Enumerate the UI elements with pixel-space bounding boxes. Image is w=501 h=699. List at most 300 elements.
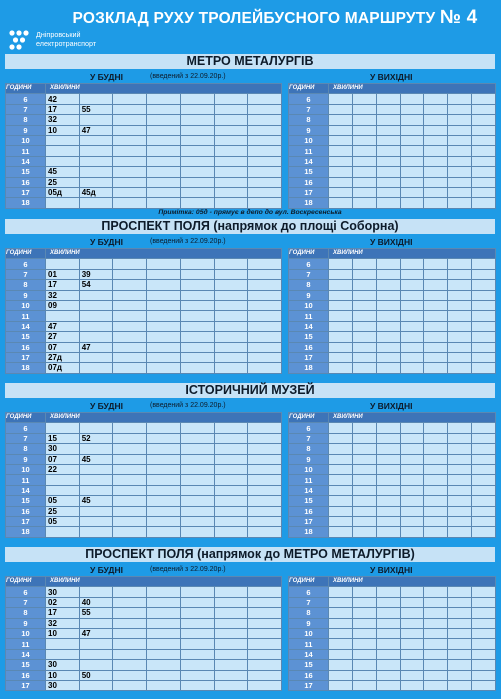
- minute-cell: [448, 496, 472, 506]
- hour-cell: 8: [6, 115, 46, 125]
- title-text: РОЗКЛАД РУХУ ТРОЛЕЙБУСНОГО МАРШРУТУ: [72, 10, 436, 27]
- minute-cell: [113, 485, 147, 495]
- table-header-row: [6, 84, 282, 94]
- minute-cell: [214, 618, 248, 628]
- minute-cell: [400, 321, 424, 331]
- hour-cell: 15: [289, 496, 329, 506]
- minute-cell: [214, 444, 248, 454]
- hour-cell: 6: [289, 94, 329, 104]
- minute-cell: [352, 321, 376, 331]
- table-row: [6, 454, 282, 464]
- hour-cell: 10: [289, 628, 329, 638]
- minute-cell: [376, 433, 400, 443]
- minute-cell: [214, 352, 248, 362]
- table-row: [289, 670, 496, 680]
- hours-header: ГОДИНИ: [6, 84, 46, 94]
- minute-cell: 10: [46, 125, 80, 135]
- minute-cell: [448, 608, 472, 618]
- logo-line-2: електротранспорт: [36, 38, 97, 48]
- minute-cell: 01: [46, 269, 80, 279]
- minute-cell: [147, 608, 181, 618]
- minute-cell: [400, 115, 424, 125]
- minute-cell: [248, 290, 282, 300]
- hour-cell: 10: [6, 135, 46, 145]
- minute-cell: [147, 454, 181, 464]
- hour-cell: 14: [289, 321, 329, 331]
- minute-cell: [180, 311, 214, 321]
- hour-cell: 9: [289, 454, 329, 464]
- minute-cell: [472, 608, 496, 618]
- minute-cell: [329, 444, 353, 454]
- minute-cell: [214, 332, 248, 342]
- minute-cell: [180, 475, 214, 485]
- hour-cell: 8: [6, 280, 46, 290]
- minute-cell: [180, 660, 214, 670]
- minute-cell: [329, 321, 353, 331]
- minute-cell: [147, 300, 181, 310]
- table-row: [289, 280, 496, 290]
- minute-cell: [400, 496, 424, 506]
- minute-cell: [448, 423, 472, 433]
- minute-cell: [180, 587, 214, 597]
- table-row: [289, 125, 496, 135]
- minute-cell: [448, 104, 472, 114]
- hours-header: ГОДИНИ: [289, 577, 329, 587]
- hour-cell: 8: [289, 280, 329, 290]
- minute-cell: [79, 527, 113, 537]
- minute-cell: [147, 115, 181, 125]
- minute-cell: [214, 135, 248, 145]
- minute-cell: [180, 444, 214, 454]
- hour-cell: 17: [289, 680, 329, 690]
- table-row: [6, 597, 282, 607]
- minute-cell: [214, 115, 248, 125]
- minute-cell: [472, 104, 496, 114]
- hour-cell: 6: [289, 587, 329, 597]
- minute-cell: [400, 527, 424, 537]
- minute-cell: [400, 454, 424, 464]
- minute-cell: [113, 639, 147, 649]
- minute-cell: [113, 115, 147, 125]
- table-header-row: [289, 249, 496, 259]
- stop-title: ПРОСПЕКТ ПОЛЯ (напрямок до площі Соборна): [5, 219, 495, 234]
- minute-cell: [46, 259, 80, 269]
- minute-cell: [180, 464, 214, 474]
- table-row: [289, 618, 496, 628]
- minute-cell: [424, 198, 448, 208]
- minute-cell: [329, 135, 353, 145]
- minute-cell: [46, 527, 80, 537]
- minute-cell: [472, 680, 496, 690]
- minute-cell: [376, 135, 400, 145]
- minute-cell: [376, 115, 400, 125]
- minute-cell: [79, 680, 113, 690]
- minutes-header: ХВИЛИНИ: [329, 84, 496, 94]
- weekday-table: [5, 576, 282, 691]
- minute-cell: [214, 167, 248, 177]
- minute-cell: [248, 444, 282, 454]
- minute-cell: [248, 649, 282, 659]
- hour-cell: 6: [6, 94, 46, 104]
- minute-cell: [352, 496, 376, 506]
- minute-cell: [180, 198, 214, 208]
- minute-cell: [424, 332, 448, 342]
- table-row: [6, 300, 282, 310]
- table-row: [289, 156, 496, 166]
- minute-cell: [180, 332, 214, 342]
- minute-cell: [46, 135, 80, 145]
- minute-cell: [248, 628, 282, 638]
- minute-cell: [376, 187, 400, 197]
- minute-cell: [46, 639, 80, 649]
- minute-cell: 07: [46, 342, 80, 352]
- table-row: [6, 321, 282, 331]
- minute-cell: [214, 454, 248, 464]
- minute-cell: [113, 125, 147, 135]
- table-row: [289, 259, 496, 269]
- minute-cell: [147, 660, 181, 670]
- minute-cell: [472, 115, 496, 125]
- hour-cell: 16: [289, 670, 329, 680]
- minute-cell: [147, 167, 181, 177]
- hour-cell: 9: [6, 125, 46, 135]
- minute-cell: [472, 597, 496, 607]
- minute-cell: [376, 104, 400, 114]
- hour-cell: 15: [6, 496, 46, 506]
- minute-cell: 52: [79, 433, 113, 443]
- minute-cell: [400, 198, 424, 208]
- minute-cell: [400, 587, 424, 597]
- minute-cell: 55: [79, 608, 113, 618]
- minute-cell: [248, 670, 282, 680]
- minute-cell: [214, 280, 248, 290]
- table-row: [289, 363, 496, 373]
- table-row: [6, 444, 282, 454]
- table-header-row: [289, 413, 496, 423]
- table-row: [289, 332, 496, 342]
- minute-cell: [113, 311, 147, 321]
- table-row: [289, 485, 496, 495]
- hour-cell: 17: [289, 187, 329, 197]
- minute-cell: [329, 177, 353, 187]
- minute-cell: [147, 506, 181, 516]
- minute-cell: [79, 177, 113, 187]
- minute-cell: [180, 597, 214, 607]
- minute-cell: [376, 475, 400, 485]
- minute-cell: [400, 363, 424, 373]
- minute-cell: [329, 660, 353, 670]
- minute-cell: [424, 125, 448, 135]
- minute-cell: [424, 496, 448, 506]
- hour-cell: 14: [6, 321, 46, 331]
- minute-cell: [424, 464, 448, 474]
- minute-cell: [352, 167, 376, 177]
- minute-cell: [214, 433, 248, 443]
- minute-cell: [400, 135, 424, 145]
- minute-cell: [400, 660, 424, 670]
- minute-cell: [400, 485, 424, 495]
- minute-cell: [352, 332, 376, 342]
- minute-cell: [248, 156, 282, 166]
- minute-cell: [400, 300, 424, 310]
- hour-cell: 9: [6, 618, 46, 628]
- table-row: [6, 660, 282, 670]
- minute-cell: [180, 187, 214, 197]
- minute-cell: [113, 475, 147, 485]
- minute-cell: [352, 618, 376, 628]
- minute-cell: [113, 187, 147, 197]
- table-row: [6, 496, 282, 506]
- minute-cell: [352, 352, 376, 362]
- minute-cell: [424, 352, 448, 362]
- minute-cell: [329, 680, 353, 690]
- minute-cell: 09: [46, 300, 80, 310]
- minute-cell: [400, 423, 424, 433]
- minute-cell: [214, 639, 248, 649]
- minute-cell: [448, 527, 472, 537]
- minute-cell: [248, 423, 282, 433]
- minute-cell: [329, 311, 353, 321]
- hour-cell: 10: [6, 300, 46, 310]
- minute-cell: [46, 156, 80, 166]
- minute-cell: [329, 464, 353, 474]
- minute-cell: [424, 94, 448, 104]
- minute-cell: [400, 597, 424, 607]
- minute-cell: [180, 104, 214, 114]
- minute-cell: [329, 454, 353, 464]
- minute-cell: 32: [46, 290, 80, 300]
- minute-cell: [424, 321, 448, 331]
- table-row: [289, 464, 496, 474]
- minute-cell: [214, 363, 248, 373]
- minute-cell: 27д: [46, 352, 80, 362]
- table-row: [6, 527, 282, 537]
- minute-cell: [214, 177, 248, 187]
- hour-cell: 11: [289, 146, 329, 156]
- table-row: [289, 649, 496, 659]
- minute-cell: [214, 321, 248, 331]
- minute-cell: 22: [46, 464, 80, 474]
- hour-cell: 16: [289, 342, 329, 352]
- minute-cell: [472, 300, 496, 310]
- minute-cell: [352, 115, 376, 125]
- minute-cell: [79, 660, 113, 670]
- hours-header: ГОДИНИ: [289, 249, 329, 259]
- minute-cell: 17: [46, 280, 80, 290]
- minute-cell: [352, 342, 376, 352]
- minute-cell: [147, 332, 181, 342]
- minute-cell: [376, 259, 400, 269]
- minute-cell: [448, 280, 472, 290]
- minute-cell: [214, 628, 248, 638]
- minute-cell: [472, 342, 496, 352]
- minute-cell: [180, 618, 214, 628]
- hour-cell: 14: [289, 156, 329, 166]
- minute-cell: [448, 115, 472, 125]
- minute-cell: [248, 618, 282, 628]
- minute-cell: [376, 311, 400, 321]
- table-row: [289, 115, 496, 125]
- hour-cell: 7: [6, 104, 46, 114]
- minute-cell: [424, 156, 448, 166]
- minute-cell: 45: [46, 167, 80, 177]
- minute-cell: 39: [79, 269, 113, 279]
- hour-cell: 11: [289, 475, 329, 485]
- minute-cell: [352, 290, 376, 300]
- table-row: [6, 135, 282, 145]
- minute-cell: [214, 423, 248, 433]
- minute-cell: [329, 104, 353, 114]
- hour-cell: 8: [289, 608, 329, 618]
- table-row: [6, 363, 282, 373]
- table-row: [6, 506, 282, 516]
- minute-cell: [248, 115, 282, 125]
- hour-cell: 15: [6, 660, 46, 670]
- minute-cell: [376, 444, 400, 454]
- minute-cell: [472, 485, 496, 495]
- minute-cell: [180, 280, 214, 290]
- minute-cell: [352, 485, 376, 495]
- minute-cell: [352, 363, 376, 373]
- minute-cell: [472, 587, 496, 597]
- minute-cell: [79, 506, 113, 516]
- minute-cell: [248, 433, 282, 443]
- minute-cell: [424, 115, 448, 125]
- minute-cell: [113, 597, 147, 607]
- minute-cell: [400, 618, 424, 628]
- minute-cell: [376, 464, 400, 474]
- hour-cell: 14: [289, 485, 329, 495]
- minute-cell: [180, 94, 214, 104]
- minute-cell: [147, 628, 181, 638]
- minute-cell: [448, 352, 472, 362]
- minute-cell: [214, 125, 248, 135]
- table-row: [289, 311, 496, 321]
- minutes-header: ХВИЛИНИ: [46, 413, 282, 423]
- minute-cell: [329, 587, 353, 597]
- dnipro-electrotransport-logo-icon: [8, 28, 36, 50]
- minute-cell: [248, 352, 282, 362]
- minute-cell: [400, 608, 424, 618]
- table-row: [6, 618, 282, 628]
- minute-cell: [424, 639, 448, 649]
- minute-cell: [248, 300, 282, 310]
- minute-cell: [180, 352, 214, 362]
- table-row: [6, 587, 282, 597]
- minute-cell: [248, 660, 282, 670]
- minute-cell: [46, 311, 80, 321]
- minute-cell: [352, 475, 376, 485]
- table-row: [6, 187, 282, 197]
- minute-cell: [248, 475, 282, 485]
- minute-cell: 02: [46, 597, 80, 607]
- minute-cell: [147, 146, 181, 156]
- minute-cell: [472, 146, 496, 156]
- minute-cell: [329, 423, 353, 433]
- minute-cell: [376, 363, 400, 373]
- minute-cell: [352, 104, 376, 114]
- minute-cell: [400, 649, 424, 659]
- table-row: [6, 104, 282, 114]
- minute-cell: [400, 670, 424, 680]
- hour-cell: 18: [6, 198, 46, 208]
- minutes-header: ХВИЛИНИ: [329, 577, 496, 587]
- minute-cell: [180, 454, 214, 464]
- minute-cell: [113, 342, 147, 352]
- route-number: № 4: [439, 7, 478, 28]
- minute-cell: [113, 608, 147, 618]
- minute-cell: [448, 332, 472, 342]
- minute-cell: [424, 454, 448, 464]
- table-row: [6, 332, 282, 342]
- minute-cell: [214, 259, 248, 269]
- logo-text: [36, 31, 96, 48]
- minute-cell: [472, 311, 496, 321]
- table-row: [6, 198, 282, 208]
- table-row: [6, 680, 282, 690]
- table-row: [289, 516, 496, 526]
- minute-cell: 54: [79, 280, 113, 290]
- minute-cell: [472, 454, 496, 464]
- minute-cell: [448, 587, 472, 597]
- minute-cell: [147, 444, 181, 454]
- minute-cell: [400, 444, 424, 454]
- minute-cell: [214, 300, 248, 310]
- minute-cell: [79, 321, 113, 331]
- hour-cell: 14: [289, 649, 329, 659]
- minute-cell: [424, 660, 448, 670]
- minute-cell: [79, 352, 113, 362]
- table-row: [289, 352, 496, 362]
- minute-cell: [79, 464, 113, 474]
- minute-cell: [79, 423, 113, 433]
- table-row: [289, 433, 496, 443]
- minute-cell: [248, 177, 282, 187]
- minute-cell: [329, 156, 353, 166]
- minute-cell: [448, 660, 472, 670]
- minute-cell: [79, 115, 113, 125]
- minute-cell: [376, 125, 400, 135]
- minute-cell: [79, 516, 113, 526]
- minute-cell: [180, 135, 214, 145]
- minute-cell: [352, 649, 376, 659]
- hour-cell: 10: [289, 300, 329, 310]
- minute-cell: [448, 485, 472, 495]
- minute-cell: [180, 290, 214, 300]
- table-row: [6, 115, 282, 125]
- weekday-label: У БУДНІ: [90, 72, 123, 82]
- minute-cell: [424, 485, 448, 495]
- minute-cell: [424, 290, 448, 300]
- table-row: [289, 423, 496, 433]
- minute-cell: [376, 649, 400, 659]
- hour-cell: 7: [289, 269, 329, 279]
- minute-cell: 30: [46, 587, 80, 597]
- weekday-label: У БУДНІ: [90, 565, 123, 575]
- minute-cell: [352, 125, 376, 135]
- minute-cell: [79, 639, 113, 649]
- hour-cell: 15: [289, 660, 329, 670]
- minute-cell: [424, 444, 448, 454]
- table-row: [6, 167, 282, 177]
- hour-cell: 16: [6, 342, 46, 352]
- minute-cell: [214, 475, 248, 485]
- hour-cell: 16: [6, 177, 46, 187]
- minute-cell: [113, 290, 147, 300]
- minute-cell: [329, 94, 353, 104]
- minute-cell: [147, 670, 181, 680]
- minute-cell: [376, 332, 400, 342]
